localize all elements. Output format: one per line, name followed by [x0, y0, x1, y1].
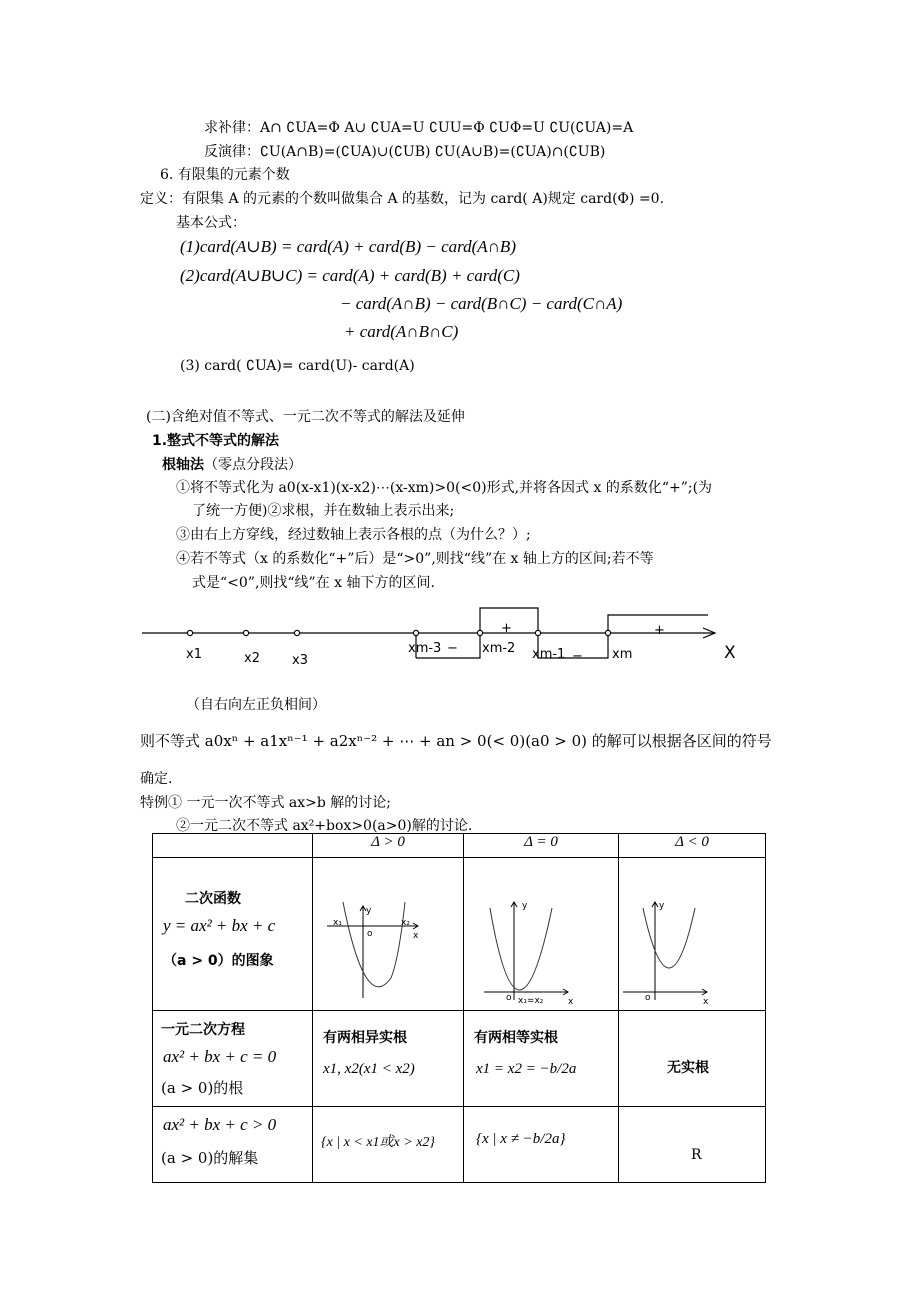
- graph-row-label: [153, 858, 313, 1011]
- solution-row-tail: (a > 0)的解集: [161, 1149, 259, 1167]
- table-row-roots: [153, 1011, 766, 1107]
- solution-row-label: [153, 1107, 313, 1183]
- graph-delta-zero-cell: [464, 858, 619, 1011]
- demorgan-law-line: 反演律：∁U(A∩B)=(∁UA)∪(∁UB) ∁U(A∪B)=(∁UA)∩(∁UB): [204, 144, 606, 160]
- axis-label-xm3: xm-3: [408, 641, 442, 656]
- axis-label-x: X: [724, 643, 736, 663]
- graph-row-tail: （a > 0）的图象: [163, 953, 274, 969]
- graph2-root-label: x₁=x₂: [518, 996, 544, 1006]
- axis-label-xm2: xm-2: [482, 641, 516, 656]
- root-point-x3: [294, 630, 299, 635]
- axis-label-xm1: xm-1: [532, 647, 566, 662]
- solution-excluding-point: {x | x ≠ −b/2a}: [476, 1131, 566, 1147]
- axis-label-xm: xm: [612, 647, 633, 662]
- parabola-curve-3: [643, 908, 695, 968]
- root-axis-diagram: [140, 600, 760, 680]
- roots-two-equal-formula: x1 = x2 = −b/2a: [476, 1061, 577, 1077]
- roots-two-equal-title: 有两相等实根: [474, 1030, 558, 1046]
- axis-label-x2: x2: [244, 651, 260, 666]
- solution-all-reals: R: [691, 1147, 702, 1163]
- definition-line: 定义：有限集 A 的元素的个数叫做集合 A 的基数，记为 card( A)规定 card(Φ) =0.: [140, 191, 665, 207]
- graph3-x-label: x: [703, 997, 709, 1006]
- parabola-no-root-graph: [619, 858, 765, 1006]
- graph1-x2-label: x₂: [401, 918, 410, 928]
- graph3-origin-label: o: [645, 993, 651, 1003]
- graph1-x1-label: x₁: [333, 918, 342, 928]
- axis-label-x3: x3: [292, 653, 308, 668]
- step-3: ③由右上方穿线，经过数轴上表示各根的点（为什么？）;: [176, 527, 531, 543]
- graph1-origin-label: o: [367, 929, 373, 939]
- step-4b: 式是“<0”,则找“线”在 x 轴下方的区间.: [192, 575, 435, 591]
- graph2-x-label: x: [568, 997, 574, 1006]
- step-1b: 了统一方便)②求根，并在数轴上表示出来;: [192, 503, 455, 519]
- root-point-x2: [243, 630, 248, 635]
- special-case-2: ②一元二次不等式 ax²+box>0(a>0)解的讨论.: [176, 818, 473, 834]
- roots-delta-pos-cell: [313, 1011, 464, 1107]
- formula-3: (3) card( ∁UA)= card(U)- card(A): [180, 358, 415, 374]
- method-note: （零点分段法）: [204, 457, 302, 473]
- section-2-heading: (二)含绝对值不等式、一元二次不等式的解法及延伸: [146, 409, 465, 425]
- parabola-curve-1: [343, 902, 405, 987]
- graph1-y-label: y: [366, 906, 372, 916]
- graph2-origin-label: o: [506, 993, 512, 1003]
- subsection-1-heading: 1.整式不等式的解法: [152, 433, 280, 449]
- roots-delta-neg-cell: [619, 1011, 766, 1107]
- table-header-empty: [153, 834, 313, 858]
- quadratic-summary-table: [152, 833, 766, 1183]
- table-row-graph: [153, 858, 766, 1011]
- root-point-xm: [605, 630, 610, 635]
- parabola-two-roots-graph: [313, 858, 463, 1006]
- step-1a: ①将不等式化为 a0(x-x1)(x-x2)⋯(x-xm)>0(<0)形式,并将各因式 x 的系数化“+”;(为: [176, 480, 713, 496]
- graph-delta-neg-cell: [619, 858, 766, 1011]
- diagram-caption: （自右向左正负相间）: [186, 697, 326, 713]
- table-header-delta-pos: Δ > 0: [313, 834, 464, 858]
- root-point-xm2: [477, 630, 482, 635]
- sign-plus-2: +: [654, 623, 665, 638]
- sign-plus-1: +: [501, 621, 512, 636]
- step-4a: ④若不等式（x 的系数化“+”后）是“>0”,则找“线”在 x 轴上方的区间;若不等: [176, 551, 654, 567]
- graph-row-title: 二次函数: [185, 891, 241, 907]
- parabola-one-root-graph: [464, 858, 618, 1006]
- formula-2c: + card(A∩B∩C): [344, 322, 459, 341]
- root-point-x1: [187, 630, 192, 635]
- graph-row-formula: y = ax² + bx + c: [163, 916, 276, 935]
- conclusion-line-a: 则不等式 a0xⁿ + a1xⁿ⁻¹ + a2xⁿ⁻² + ⋯ + an > 0(< 0)(a0 > 0) 的解可以根据各区间的符号: [140, 732, 772, 750]
- roots-row-formula: ax² + bx + c = 0: [163, 1047, 277, 1066]
- roots-two-distinct-formula: x1, x2(x1 < x2): [323, 1061, 415, 1077]
- special-case-1: 特例① 一元一次不等式 ax>b 解的讨论;: [140, 795, 392, 811]
- sign-minus-2: −: [572, 649, 583, 664]
- complement-law-line: 求补律：A∩ ∁UA=Φ A∪ ∁UA=U ∁UU=Φ ∁UΦ=U ∁U(∁UA)=A: [204, 120, 634, 136]
- roots-none-text: 无实根: [667, 1060, 709, 1076]
- graph1-x-label: x: [413, 931, 419, 941]
- table-header-row: [153, 834, 766, 858]
- sign-minus-1: −: [447, 641, 458, 656]
- table-row-solution: [153, 1107, 766, 1183]
- formula-2b: − card(A∩B) − card(B∩C) − card(C∩A): [340, 294, 623, 313]
- table-header-delta-zero: Δ = 0: [464, 834, 619, 858]
- solution-two-intervals: {x | x < x1或x > x2}: [321, 1135, 436, 1150]
- roots-row-tail: (a > 0)的根: [161, 1079, 244, 1097]
- section-6-heading: 6. 有限集的元素个数: [160, 167, 290, 183]
- roots-two-distinct-title: 有两相异实根: [323, 1030, 407, 1046]
- table-header-delta-neg: Δ < 0: [619, 834, 766, 858]
- basic-formula-label: 基本公式：: [176, 215, 246, 231]
- roots-row-title: 一元二次方程: [161, 1022, 245, 1038]
- parabola-curve-2: [490, 908, 552, 990]
- solution-delta-pos-cell: [313, 1107, 464, 1183]
- graph3-y-label: y: [659, 901, 665, 911]
- solution-row-formula: ax² + bx + c > 0: [163, 1115, 277, 1134]
- formula-1: (1)card(A∪B) = card(A) + card(B) − card(A∩B): [180, 237, 516, 256]
- method-name: 根轴法: [162, 457, 204, 473]
- roots-delta-zero-cell: [464, 1011, 619, 1107]
- root-point-xm3: [413, 630, 418, 635]
- root-point-xm1: [535, 630, 540, 635]
- axis-label-x1: x1: [186, 647, 202, 662]
- solution-delta-zero-cell: [464, 1107, 619, 1183]
- conclusion-line-b: 确定.: [140, 771, 173, 787]
- graph-delta-pos-cell: [313, 858, 464, 1011]
- method-line: [162, 454, 302, 474]
- roots-row-label: [153, 1011, 313, 1107]
- graph2-y-label: y: [522, 901, 528, 911]
- formula-2a: (2)card(A∪B∪C) = card(A) + card(B) + card(C): [180, 266, 520, 285]
- solution-delta-neg-cell: [619, 1107, 766, 1183]
